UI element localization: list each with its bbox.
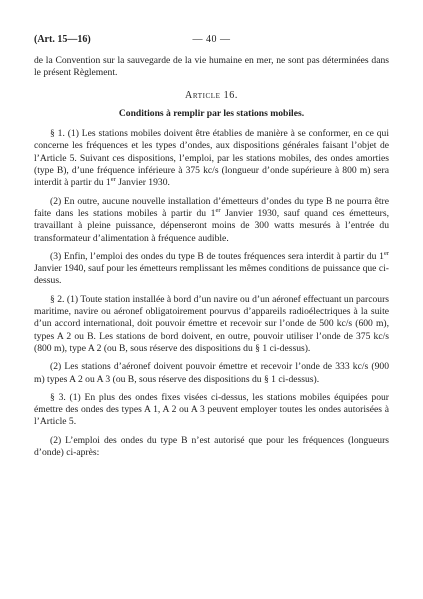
continuation-paragraph: de la Convention sur la sauvegarde de la vie humaine en mer, ne sont pas déterminées dans le présent Règlement. xyxy=(34,55,389,79)
article-range: (Art. 15—16) xyxy=(34,34,91,45)
paragraph-7: (2) L’emploi des ondes du type B n’est autorisé que pour les fréquences (longueurs d’onde) ci-après: xyxy=(34,434,389,459)
paragraph-1: § 1. (1) Les stations mobiles doivent être établies de manière à se conformer, en ce qui concerne les fréquences et les types d’ondes, aux dispositions générales faisant l’objet de l’Article 5. Suivant ces dispositions, l’emploi, par les stations mobiles, des ondes amorties (type B), d’une fréquence inférieure à 375 kc/s (longueur d’onde supérieure à 800 m) sera interdit à partir du 1er Janvier 1930. xyxy=(34,128,389,189)
paragraph-3: (3) Enfin, l’emploi des ondes du type B de toutes fréquences sera interdit à partir du 1er Janvier 1940, sauf pour les émetteurs remplissant les mêmes conditions de puissance que ci-dessus. xyxy=(34,249,389,287)
article-subtitle: Conditions à remplir par les stations mobiles. xyxy=(118,107,305,119)
body-text xyxy=(34,55,389,465)
page-header xyxy=(34,34,389,48)
paragraph-2: (2) En outre, aucune nouvelle installation d’émetteurs d’ondes du type B ne pourra être faite dans les stations mobiles à partir du 1er Janvier 1930, sauf quand ces émetteurs, travaillant à pleine puissance, dépenseront moins de 300 watts mesurés à l’entrée du transformateur d’alimentation à fréquence audible. xyxy=(34,195,389,244)
article-title: Article 16. xyxy=(185,89,238,101)
paragraph-5: (2) Les stations d’aéronef doivent pouvoir émettre et recevoir l’onde de 333 kc/s (900 m) types A 2 ou A 3 (ou B, sous réserve des dispositions du § 1 ci-dessus). xyxy=(34,361,389,385)
paragraph-6: § 3. (1) En plus des ondes fixes visées ci-dessus, les stations mobiles équipées pour émettre des ondes des types A 1, A 2 ou A 3 peuvent employer toutes les ondes autorisées à l’Article 5. xyxy=(34,391,389,428)
page-number: — 40 — xyxy=(192,34,231,45)
paragraph-4: § 2. (1) Toute station installée à bord d’un navire ou d’un aéronef effectuant un parcours maritime, navire ou aéronef obligatoirement pourvus d’appareils radioélectriques à la suite d’un accord international, doit pouvoir émettre et recevoir sur l’onde de 500 kc/s (600 m), types A 2 ou B. Les stations de bord doivent, en outre, pouvoir utiliser l’onde de 375 kc/s (800 m), type A 2 (ou B, sous réserve des dispositions du § 1 ci-dessus). xyxy=(34,293,389,354)
